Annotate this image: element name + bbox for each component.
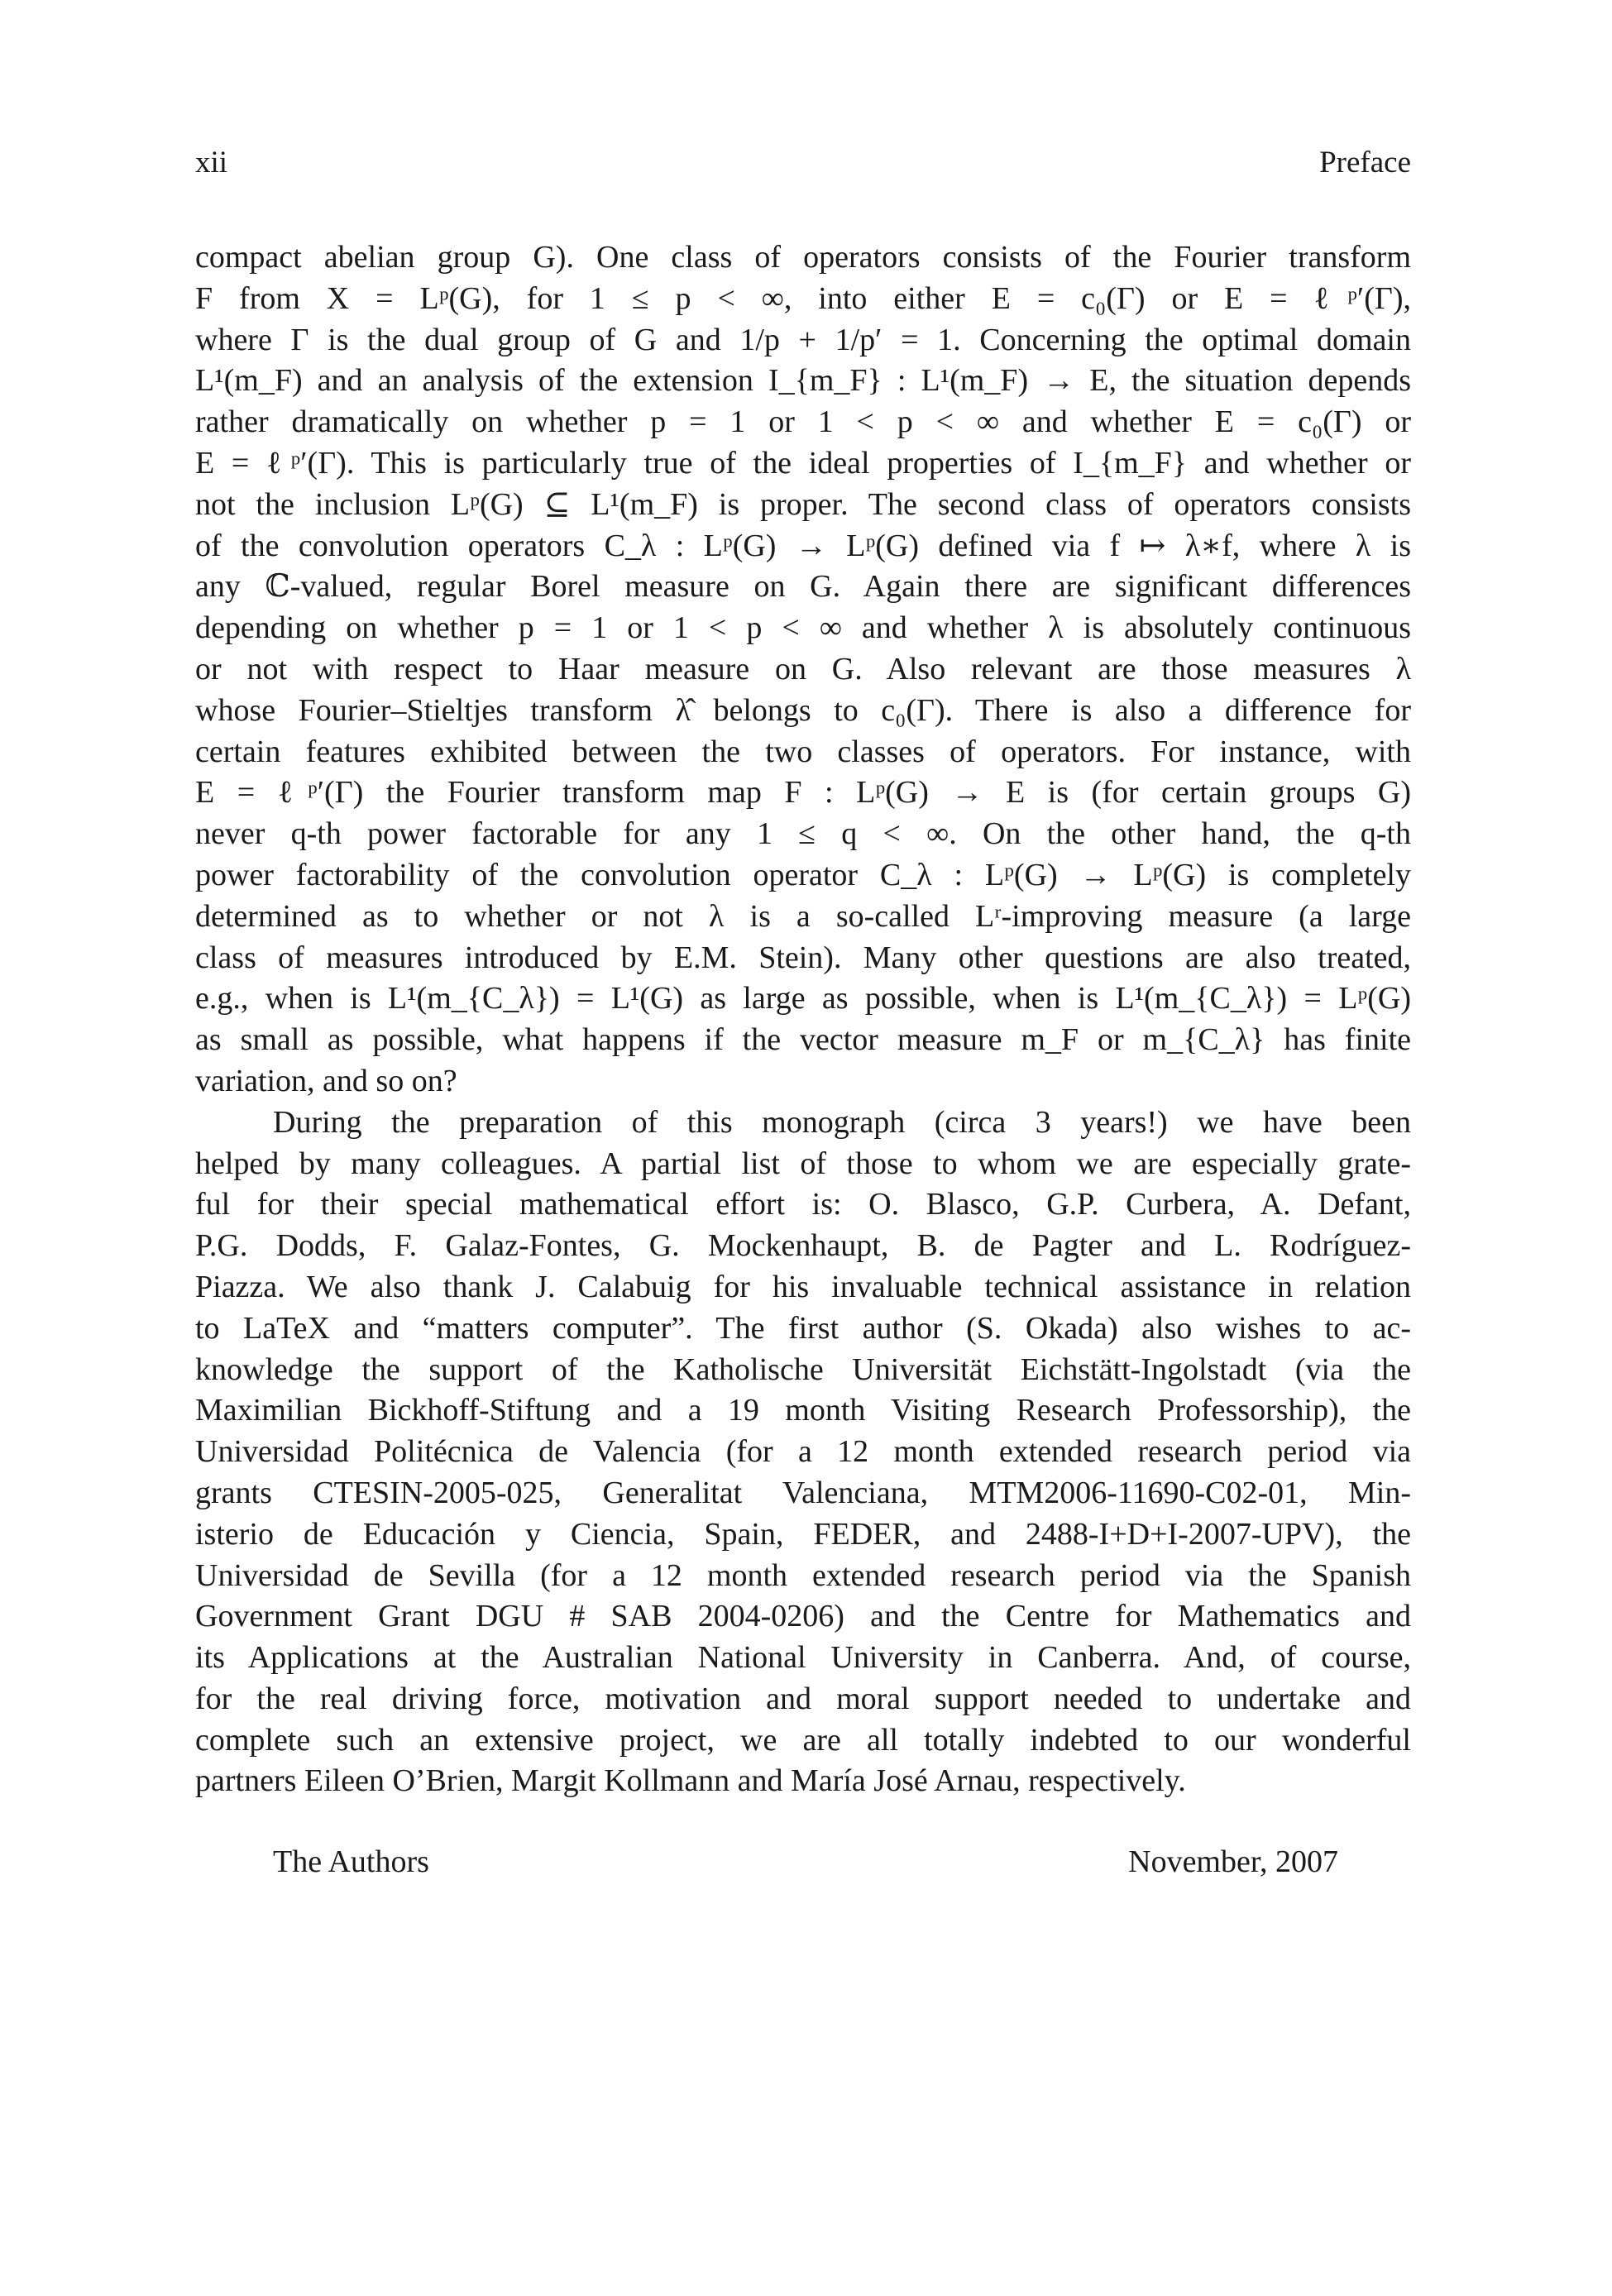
text-line: any ℂ-valued, regular Borel measure on G. Again there are significant differences xyxy=(195,569,1411,605)
text-line: knowledge the support of the Katholische Universität Eichstätt-Ingolstadt (via the xyxy=(195,1351,1411,1387)
paragraph-operators xyxy=(195,237,1411,1103)
text-line: Universidad de Sevilla (for a 12 month extended research period via the Spanish xyxy=(195,1557,1411,1593)
text-line: E = ℓᵖ′(Γ). This is particularly true of the ideal properties of I_{m_F} and whether or xyxy=(195,445,1411,481)
text-line: to LaTeX and “matters computer”. The first author (S. Okada) also wishes to ac- xyxy=(195,1310,1411,1346)
text-line: Universidad Politécnica de Valencia (for a 12 month extended research period via xyxy=(195,1434,1411,1470)
text-line: where Γ is the dual group of G and 1/p + 1/p′ = 1. Concerning the optimal domain xyxy=(195,322,1411,357)
text-line: rather dramatically on whether p = 1 or 1 < p < ∞ and whether E = c₀(Γ) or xyxy=(195,404,1411,440)
text-line: e.g., when is L¹(m_{C_λ}) = L¹(G) as large as possible, when is L¹(m_{C_λ}) = Lᵖ(G) xyxy=(195,981,1411,1016)
text-line: variation, and so on? xyxy=(195,1063,457,1098)
text-line: compact abelian group G). One class of operators consists of the Fourier transform xyxy=(195,240,1411,275)
text-line: complete such an extensive project, we are all totally indebted to our wonderful xyxy=(195,1722,1411,1758)
preface-body xyxy=(195,237,1411,1802)
text-line: determined as to whether or not λ is a so-called Lʳ-improving measure (a large xyxy=(195,898,1411,934)
text-line: During the preparation of this monograph (circa 3 years!) we have been xyxy=(273,1104,1411,1140)
text-line: ful for their special mathematical effort is: O. Blasco, G.P. Curbera, A. Defant, xyxy=(195,1187,1411,1222)
text-line: Government Grant DGU # SAB 2004-0206) and the Centre for Mathematics and xyxy=(195,1599,1411,1634)
text-line: Maximilian Bickhoff-Stiftung and a 19 month Visiting Research Professorship), the xyxy=(195,1393,1411,1428)
text-line: class of measures introduced by E.M. Stein). Many other questions are also treated, xyxy=(195,940,1411,975)
text-line: L¹(m_F) and an analysis of the extension I_{m_F} : L¹(m_F) → E, the situation depends xyxy=(195,363,1411,399)
signature-date: November, 2007 xyxy=(1128,1844,1338,1879)
paragraph-acknowledgements xyxy=(195,1103,1411,1803)
text-line: P.G. Dodds, F. Galaz-Fontes, G. Mockenhaupt, B. de Pagter and L. Rodríguez- xyxy=(195,1228,1411,1264)
text-line: for the real driving force, motivation and moral support needed to undertake and xyxy=(195,1681,1411,1716)
text-line: as small as possible, what happens if the vector measure m_F or m_{C_λ} has finite xyxy=(195,1022,1411,1058)
signature-line xyxy=(273,1840,1338,1883)
text-line: power factorability of the convolution operator C_λ : Lᵖ(G) → Lᵖ(G) is completely xyxy=(195,857,1411,892)
running-header xyxy=(195,142,1411,184)
running-title: Preface xyxy=(1319,146,1411,179)
text-line: not the inclusion Lᵖ(G) ⊆ L¹(m_F) is proper. The second class of operators consists xyxy=(195,486,1411,522)
text-line: depending on whether p = 1 or 1 < p < ∞ and whether λ is absolutely continuous xyxy=(195,610,1411,646)
text-line: certain features exhibited between the two classes of operators. For instance, with xyxy=(195,734,1411,769)
text-line: partners Eileen O’Brien, Margit Kollmann and María José Arnau, respectively. xyxy=(195,1763,1186,1799)
text-line: whose Fourier–Stieltjes transform λ̂ belongs to c₀(Γ). There is also a difference for xyxy=(195,692,1411,728)
text-line: helped by many colleagues. A partial list of those to whom we are especially grate- xyxy=(195,1146,1411,1181)
text-line: F from X = Lᵖ(G), for 1 ≤ p < ∞, into either E = c₀(Γ) or E = ℓᵖ′(Γ), xyxy=(195,280,1411,316)
text-line: never q-th power factorable for any 1 ≤ q < ∞. On the other hand, the q-th xyxy=(195,816,1411,852)
text-line: isterio de Educación y Ciencia, Spain, FEDER, and 2488-I+D+I-2007-UPV), the xyxy=(195,1516,1411,1552)
text-line: its Applications at the Australian National University in Canberra. And, of course, xyxy=(195,1640,1411,1676)
text-line: of the convolution operators C_λ : Lᵖ(G) → Lᵖ(G) defined via f ↦ λ∗f, where λ is xyxy=(195,528,1411,563)
text-line: grants CTESIN-2005-025, Generalitat Valenciana, MTM2006-11690-C02-01, Min- xyxy=(195,1475,1411,1510)
signature-authors: The Authors xyxy=(273,1844,429,1879)
text-line: or not with respect to Haar measure on G. Also relevant are those measures λ xyxy=(195,651,1411,686)
page-number: xii xyxy=(195,146,228,179)
text-line: Piazza. We also thank J. Calabuig for his invaluable technical assistance in relation xyxy=(195,1269,1411,1304)
text-line: E = ℓᵖ′(Γ) the Fourier transform map F : Lᵖ(G) → E is (for certain groups G) xyxy=(195,775,1411,811)
